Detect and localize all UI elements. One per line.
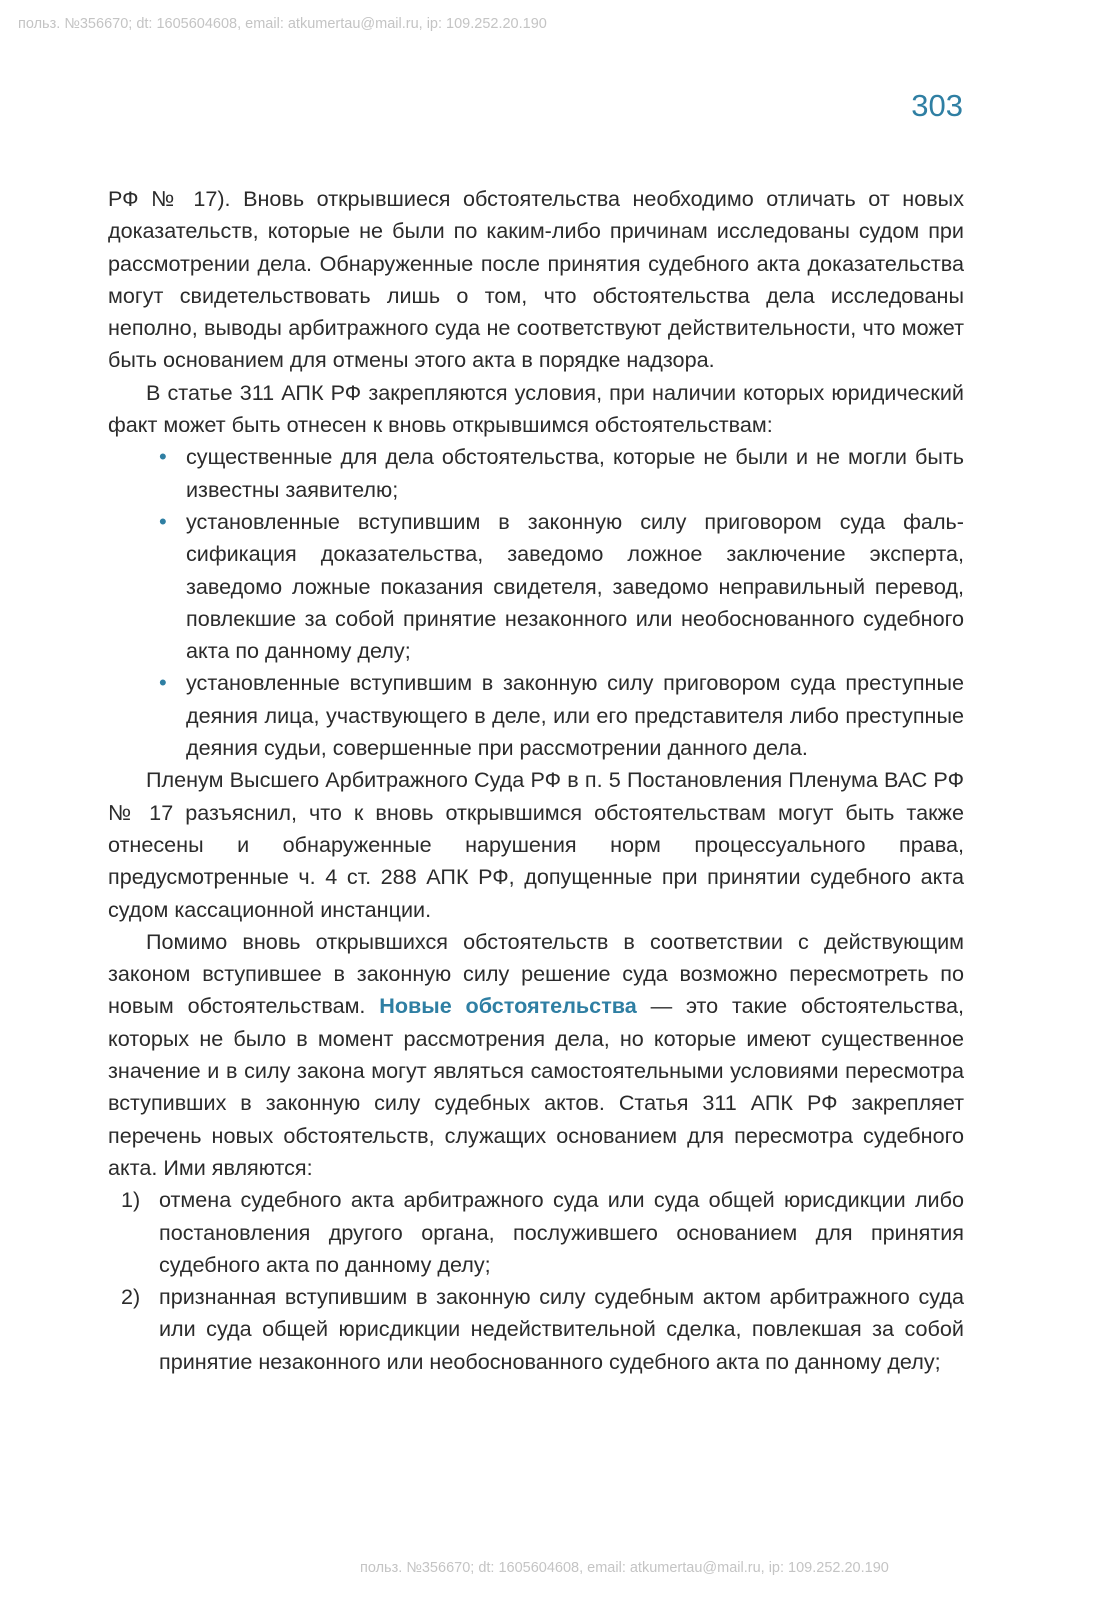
list-item-number: 2) [121, 1284, 141, 1310]
paragraph-1: РФ № 17). Вновь открывшиеся обстоятельства необходимо отличать от новых доказательств, которые не были по каким-либо причинам исследованы судом при рассмотрении дела. Обнаруженные после принятия судебного акта доказательства могут свидетельствовать лишь о том, что обстоятельства дела исследованы неполно, выводы арбитражного суда не соответствуют действительности, что может быть основанием для отмены этого акта в порядке надзора. [108, 186, 964, 373]
paragraph-4 [108, 926, 964, 1184]
watermark-bottom: польз. №356670; dt: 1605604608, email: atkumertau@mail.ru, ip: 109.252.20.190 [360, 1560, 889, 1576]
list-item [121, 1184, 964, 1281]
list-item-text: отмена судебного акта арбитражного суда или суда общей юрисдикции либо постановления другого органа, послужившего основанием для принятия судебного акта по данному делу; [159, 1187, 964, 1277]
list-item: • установленные вступившим в законную силу приговором суда фальсификация доказательства, заведомо ложное заключение эксперта, заведомо ложные показания свидетеля, заведомо неправильный перевод, повлекшие за собой принятие незаконного или необоснованного судебного акта по данному делу; [186, 506, 964, 667]
paragraph-2: В статье 311 АПК РФ закрепляются условия, при наличии которых юридический факт может быть отнесен к вновь открывшимся обстоятельствам: [108, 379, 964, 438]
numbered-list [108, 1184, 964, 1378]
list-item: • установленные вступившим в законную силу приговором суда преступные деяния лица, участвующего в деле, или его представителя либо преступные деяния судьи, совершенные при рассмотрении данного дела. [186, 667, 964, 764]
paragraph-4-before: Помимо вновь открывшихся обстоятельств в соответствии с действующим законом вступившее в законную силу решение суда возможно пересмотреть по новым обстоятельствам. [108, 928, 964, 1019]
list-item: • существенные для дела обстоятельства, которые не были и не могли быть известны заявителю; [186, 441, 964, 506]
list-item [121, 1281, 964, 1378]
bullet-list [108, 441, 964, 764]
page-number: 303 [911, 88, 963, 123]
paragraph-4-after: — это такие обстоятельства, которых не было в момент рассмотрения дела, но которые имеют существенное значение и в силу закона могут являться самостоятельными условиями пересмотра вступивших в законную силу судебных актов. Статья 311 АПК РФ закрепляет перечень новых обстоятельств, служащих основанием для пересмотра судебного акта. Ими являются: [108, 993, 964, 1180]
paragraph-3: Пленум Высшего Арбитражного Суда РФ в п. 5 Постановления Пленума ВАС РФ № 17 разъяснил, что к вновь открывшимся обстоятельствам могут быть также отнесены и обнаруженные нарушения норм процессуального права, предусмотренные ч. 4 ст. 288 АПК РФ, допущенные при принятии судебного акта судом кассационной инстанции. [108, 767, 964, 922]
list-item-text: признанная вступившим в законную силу судебным актом арбитражного суда или суда общей юрисдикции недействительной сделка, повлекшая за собой принятие незаконного или необоснованного судебного акта по данному делу; [159, 1284, 964, 1374]
list-item-number: 1) [121, 1187, 141, 1213]
watermark-top: польз. №356670; dt: 1605604608, email: atkumertau@mail.ru, ip: 109.252.20.190 [18, 16, 547, 32]
highlighted-term: Новые обстоятельства [379, 993, 637, 1019]
page-body [108, 183, 964, 1378]
